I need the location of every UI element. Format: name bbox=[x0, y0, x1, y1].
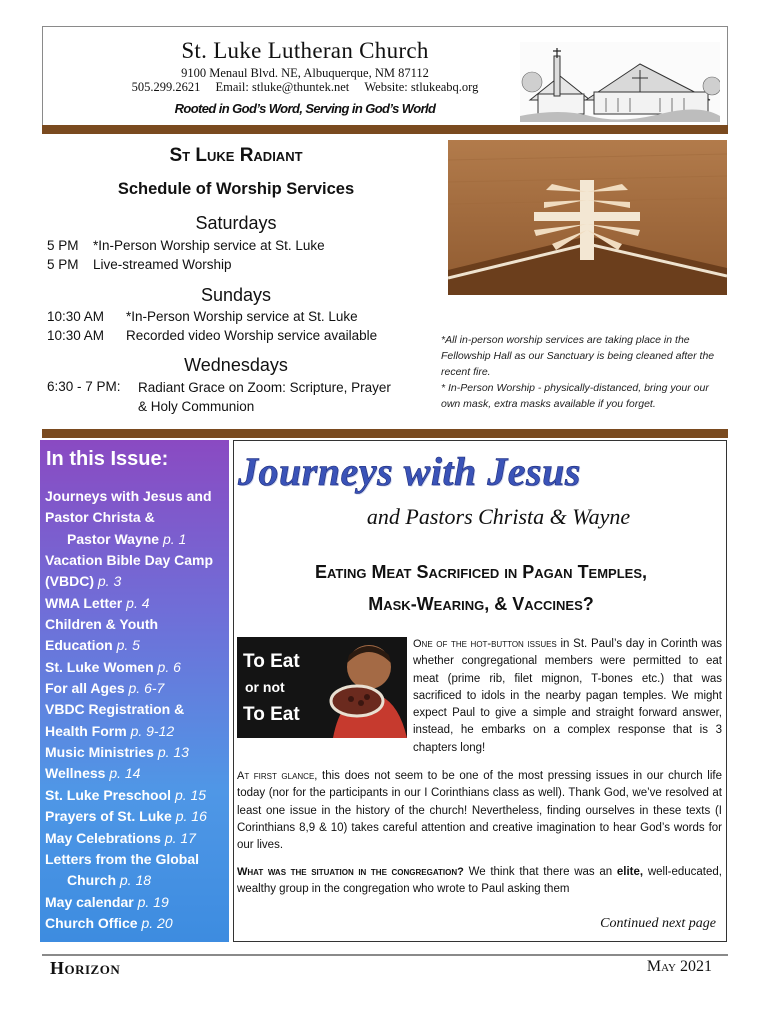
sundays-heading: Sundays bbox=[200, 285, 272, 305]
tagline: Rooted in God’s Word, Serving in God’s World bbox=[174, 101, 436, 116]
toc-item: Vacation Bible Day Camp bbox=[45, 552, 214, 569]
paragraph-text: well-educated, wealthy group in the congregation who wrote to Paul asking them bbox=[237, 866, 722, 896]
church-phone: 505.299.2621 bbox=[131, 80, 201, 94]
headline-line: Eating Meat Sacrificed in Pagan Temples, bbox=[314, 562, 648, 582]
table-of-contents bbox=[45, 486, 229, 934]
church-name: St. Luke Lutheran Church bbox=[181, 38, 429, 63]
article-title: Journeys with Jesus bbox=[238, 449, 581, 494]
toc-item: St. Luke Women p. 6 bbox=[45, 658, 181, 675]
toc-item: Church p. 18 bbox=[67, 872, 152, 889]
service-desc: Recorded video Worship service available bbox=[126, 328, 378, 343]
toc-item: Pastor Christa & bbox=[45, 509, 155, 526]
toc-item: Pastor Wayne p. 1 bbox=[67, 530, 187, 547]
toc-item: Letters from the Global bbox=[45, 850, 200, 867]
cross-photo bbox=[448, 140, 727, 295]
note-text: * In-Person Worship - physically-distanced, bring your our own mask, extra masks available if you forget. bbox=[441, 382, 709, 410]
church-address: 9100 Menaul Blvd. NE, Albuquerque, NM 87112 bbox=[181, 66, 429, 80]
paragraph-lead: What was the situation in the congregation? bbox=[237, 866, 464, 878]
section-title: St Luke Radiant bbox=[169, 145, 303, 166]
paragraph-emphasis: elite, bbox=[616, 866, 644, 878]
divider-rule bbox=[42, 429, 728, 438]
article-paragraph bbox=[237, 864, 722, 899]
schedule-title: Schedule of Worship Services bbox=[117, 180, 355, 198]
service-time: 10:30 AM bbox=[47, 328, 105, 343]
service-time: 5 PM bbox=[47, 238, 79, 253]
saturdays-heading: Saturdays bbox=[195, 213, 277, 233]
toc-item: Children & Youth bbox=[45, 616, 159, 633]
toc-item: Health Form p. 9-12 bbox=[45, 722, 175, 739]
article-headline bbox=[236, 556, 726, 620]
church-website: Website: stlukeabq.org bbox=[364, 80, 479, 94]
paragraph-lead: At first glance, bbox=[237, 770, 318, 782]
toc-item: Music Ministries p. 13 bbox=[45, 744, 189, 761]
service-desc: Live-streamed Worship bbox=[93, 257, 232, 272]
toc-heading: In this Issue: bbox=[46, 448, 169, 470]
toc-item: Church Office p. 20 bbox=[45, 914, 173, 931]
service-time: 5 PM bbox=[47, 257, 79, 272]
headline-line: Mask-Wearing, & Vaccines? bbox=[368, 594, 594, 614]
service-desc: *In-Person Worship service at St. Luke bbox=[93, 238, 325, 253]
toc-item: May calendar p. 19 bbox=[45, 893, 169, 910]
continued-link[interactable]: Continued next page bbox=[600, 916, 716, 931]
article-subtitle: and Pastors Christa & Wayne bbox=[366, 504, 631, 529]
toc-item: Journeys with Jesus and bbox=[45, 488, 212, 504]
toc-item: Wellness p. 14 bbox=[45, 765, 141, 782]
paragraph-text: this does not seem to be one of the most pressing issues in our church life today (nor for the participants in our I Corinthians class as well). Thank God, we’ve resolved at least one issue in the history of the church! Nevertheless, finding ourselves in these texts (I Corinthians 8,9 & 10) takes careful attention and creative imagination to hear God’s words for our lives. bbox=[237, 770, 722, 852]
service-desc: *In-Person Worship service at St. Luke bbox=[126, 309, 358, 324]
photo-text: or not bbox=[245, 679, 285, 695]
service-time: 10:30 AM bbox=[47, 309, 105, 324]
footer-rule bbox=[42, 954, 728, 956]
toc-item: St. Luke Preschool p. 15 bbox=[45, 786, 207, 803]
article-paragraph bbox=[237, 768, 722, 854]
church-email: Email: stluke@thuntek.net bbox=[215, 80, 350, 94]
article-paragraph bbox=[413, 636, 722, 757]
service-desc: Radiant Grace on Zoom: Scripture, Prayer & Holy Communion bbox=[138, 380, 391, 414]
toc-item: Education p. 5 bbox=[45, 637, 140, 654]
photo-text: To Eat bbox=[243, 704, 300, 725]
paragraph-text: in St. Paul’s day in Corinth was whether congregational members were permitted to eat meat (prime rib, filet mignon, T-bones etc.) that was sacrificed to idols in the nearby pagan temples. We might expect Paul to give a simple and straight forward answer, instead, he embarks on a complex response that is 3 chapters long! bbox=[413, 638, 722, 754]
church-contact bbox=[60, 80, 550, 95]
worship-note bbox=[441, 332, 727, 412]
issue-date: May 2021 bbox=[646, 958, 712, 975]
toc-item: VBDC Registration & bbox=[45, 701, 185, 718]
toc-item: Prayers of St. Luke p. 16 bbox=[45, 808, 207, 825]
to-eat-or-not-photo bbox=[237, 637, 407, 738]
toc-item: WMA Letter p. 4 bbox=[45, 594, 150, 611]
service-time: 6:30 - 7 PM: bbox=[47, 379, 121, 394]
paragraph-lead: One of the hot-button issues bbox=[413, 638, 557, 650]
paragraph-text: We think that there was an bbox=[463, 866, 617, 878]
toc-item: May Celebrations p. 17 bbox=[45, 829, 196, 846]
note-text: *All in-person worship services are taking place in the Fellowship Hall as our Sanctuary is being cleaned after the recent fire. bbox=[441, 334, 715, 378]
toc-item: (VBDC) p. 3 bbox=[45, 573, 122, 590]
wednesdays-heading: Wednesdays bbox=[184, 355, 288, 375]
toc-item: For all Ages p. 6-7 bbox=[45, 680, 165, 697]
divider-rule bbox=[42, 125, 728, 134]
newsletter-name: Horizon bbox=[50, 958, 121, 978]
church-sketch-image bbox=[520, 42, 720, 122]
photo-text: To Eat bbox=[243, 651, 300, 672]
